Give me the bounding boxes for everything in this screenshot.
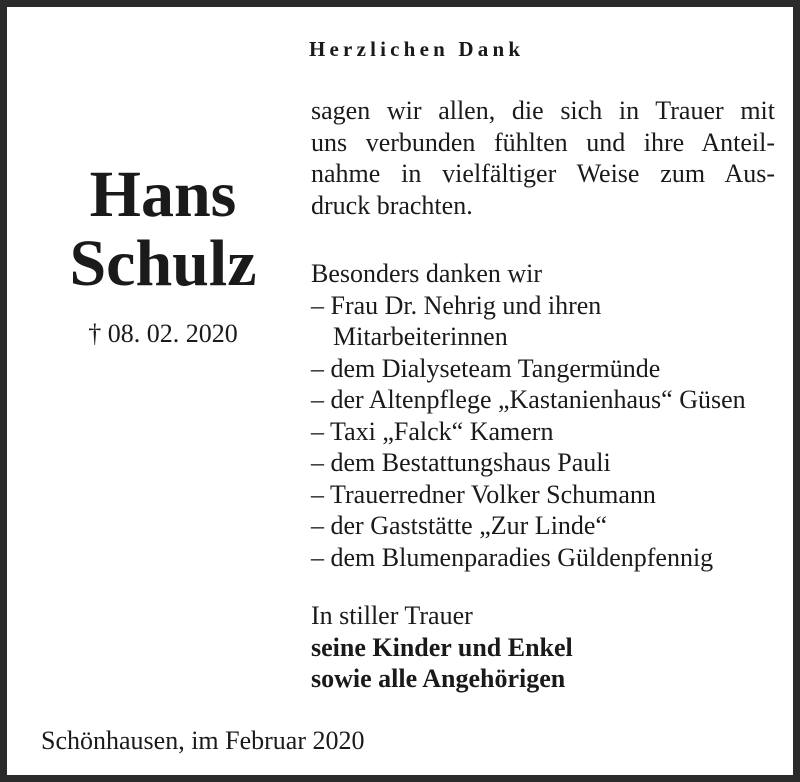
thanks-line: nahme in vielfältiger Weise zum Aus-	[311, 159, 775, 188]
thanks-line: uns verbunden fühlten und ihre Anteil-	[311, 127, 775, 157]
special-thanks-intro: Besonders danken wir	[311, 259, 543, 288]
special-thanks-item: – dem Dialyseteam Tangermünde	[311, 353, 661, 383]
death-date: † 08. 02. 2020	[88, 319, 238, 348]
special-thanks-item: – dem Blumenparadies Güldenpfennig	[311, 542, 714, 572]
special-thanks	[311, 258, 746, 573]
deceased-first-name: Hans	[89, 158, 237, 231]
thanks-line: druck brachten.	[311, 190, 473, 220]
special-thanks-item: Mitarbeiterinnen	[333, 322, 508, 351]
special-thanks-item: – der Gaststätte „Zur Linde“	[311, 511, 607, 540]
special-thanks-item: – dem Bestattungshaus Pauli	[311, 448, 611, 477]
special-thanks-item: – Trauerredner Volker Schumann	[311, 479, 656, 509]
signoff-family: seine Kinder und Enkel	[311, 632, 573, 662]
special-thanks-item: – Taxi „Falck“ Kamern	[311, 416, 554, 446]
signoff	[311, 600, 573, 695]
signoff-line: In stiller Trauer	[311, 601, 473, 630]
signoff-relatives: sowie alle Angehörigen	[311, 664, 566, 693]
deceased-last-name: Schulz	[69, 227, 257, 300]
special-thanks-item: – der Altenpflege „Kastanienhaus“ Güsen	[311, 385, 746, 414]
thanks-paragraph	[311, 95, 775, 221]
thanks-line: sagen wir allen, die sich in Trauer mit	[311, 96, 775, 125]
heading: Herzlichen Dank	[309, 37, 525, 61]
place-and-date: Schönhausen, im Februar 2020	[41, 726, 365, 755]
special-thanks-item: – Frau Dr. Nehrig und ihren	[311, 290, 602, 320]
